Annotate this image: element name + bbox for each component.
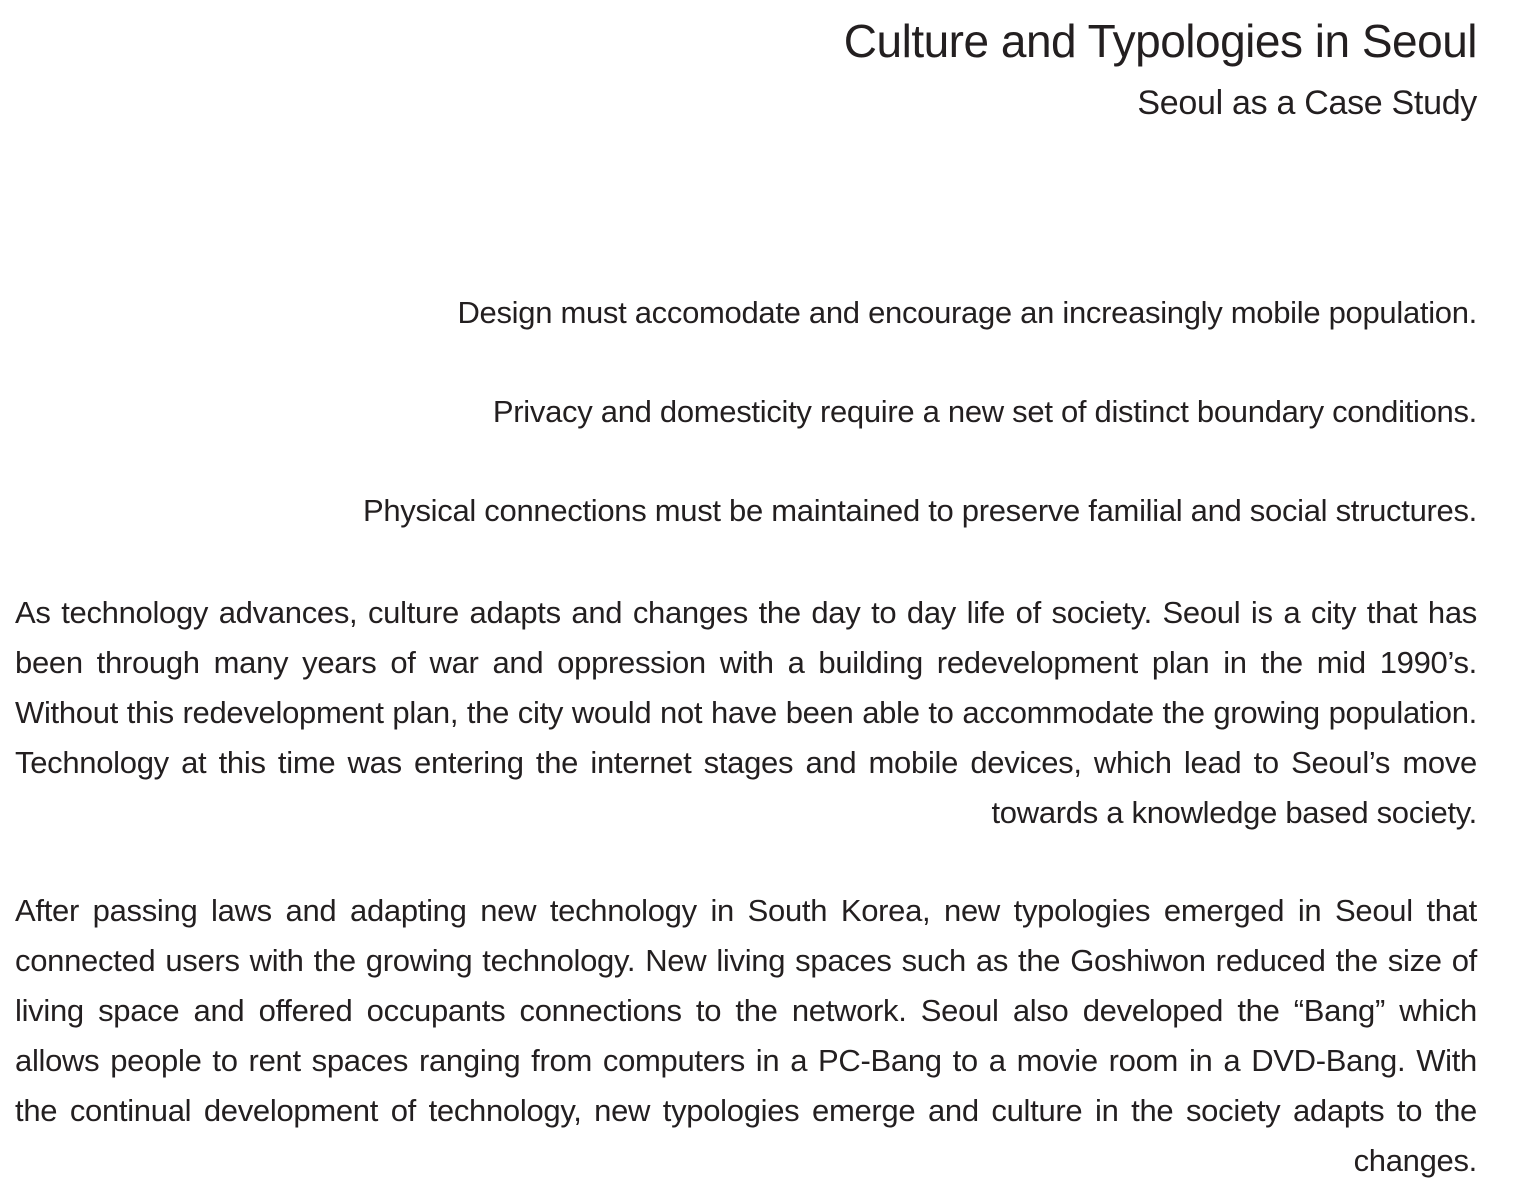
paragraph-new-typologies: After passing laws and adapting new technology in South Korea, new typologies emerged in Seoul that connected users with the growing technology. New living spaces such as the Goshiwon reduced the size of living space and offered occupants connections to the network. Seoul also developed the “Bang” which allows people to rent spaces ranging from computers in a PC-Bang to a movie room in a DVD-Bang. With the continual development of technology, new typologies emerge and culture in the society adapts to the changes. <box>15 892 1477 1178</box>
page-title: Culture and Typologies in Seoul <box>843 15 1477 67</box>
page-subtitle: Seoul as a Case Study <box>1137 84 1477 123</box>
statement-privacy-domesticity: Privacy and domesticity require a new set of distinct boundary conditions. <box>492 393 1477 429</box>
statement-physical-connections: Physical connections must be maintained to preserve familial and social structures. <box>362 492 1477 528</box>
statement-mobile-population: Design must accomodate and encourage an increasingly mobile population. <box>457 294 1477 330</box>
paragraph-technology-advances: As technology advances, culture adapts and changes the day to day life of society. Seoul is a city that has been through many years of war and oppression with a building redevelopment plan in the mid 1990’s. Without this redevelopment plan, the city would not have been able to accommodate the growing population. Technology at this time was entering the internet stages and mobile devices, which lead to Seoul’s move towards a knowledge based society. <box>15 594 1477 830</box>
statement-list <box>15 288 1477 536</box>
